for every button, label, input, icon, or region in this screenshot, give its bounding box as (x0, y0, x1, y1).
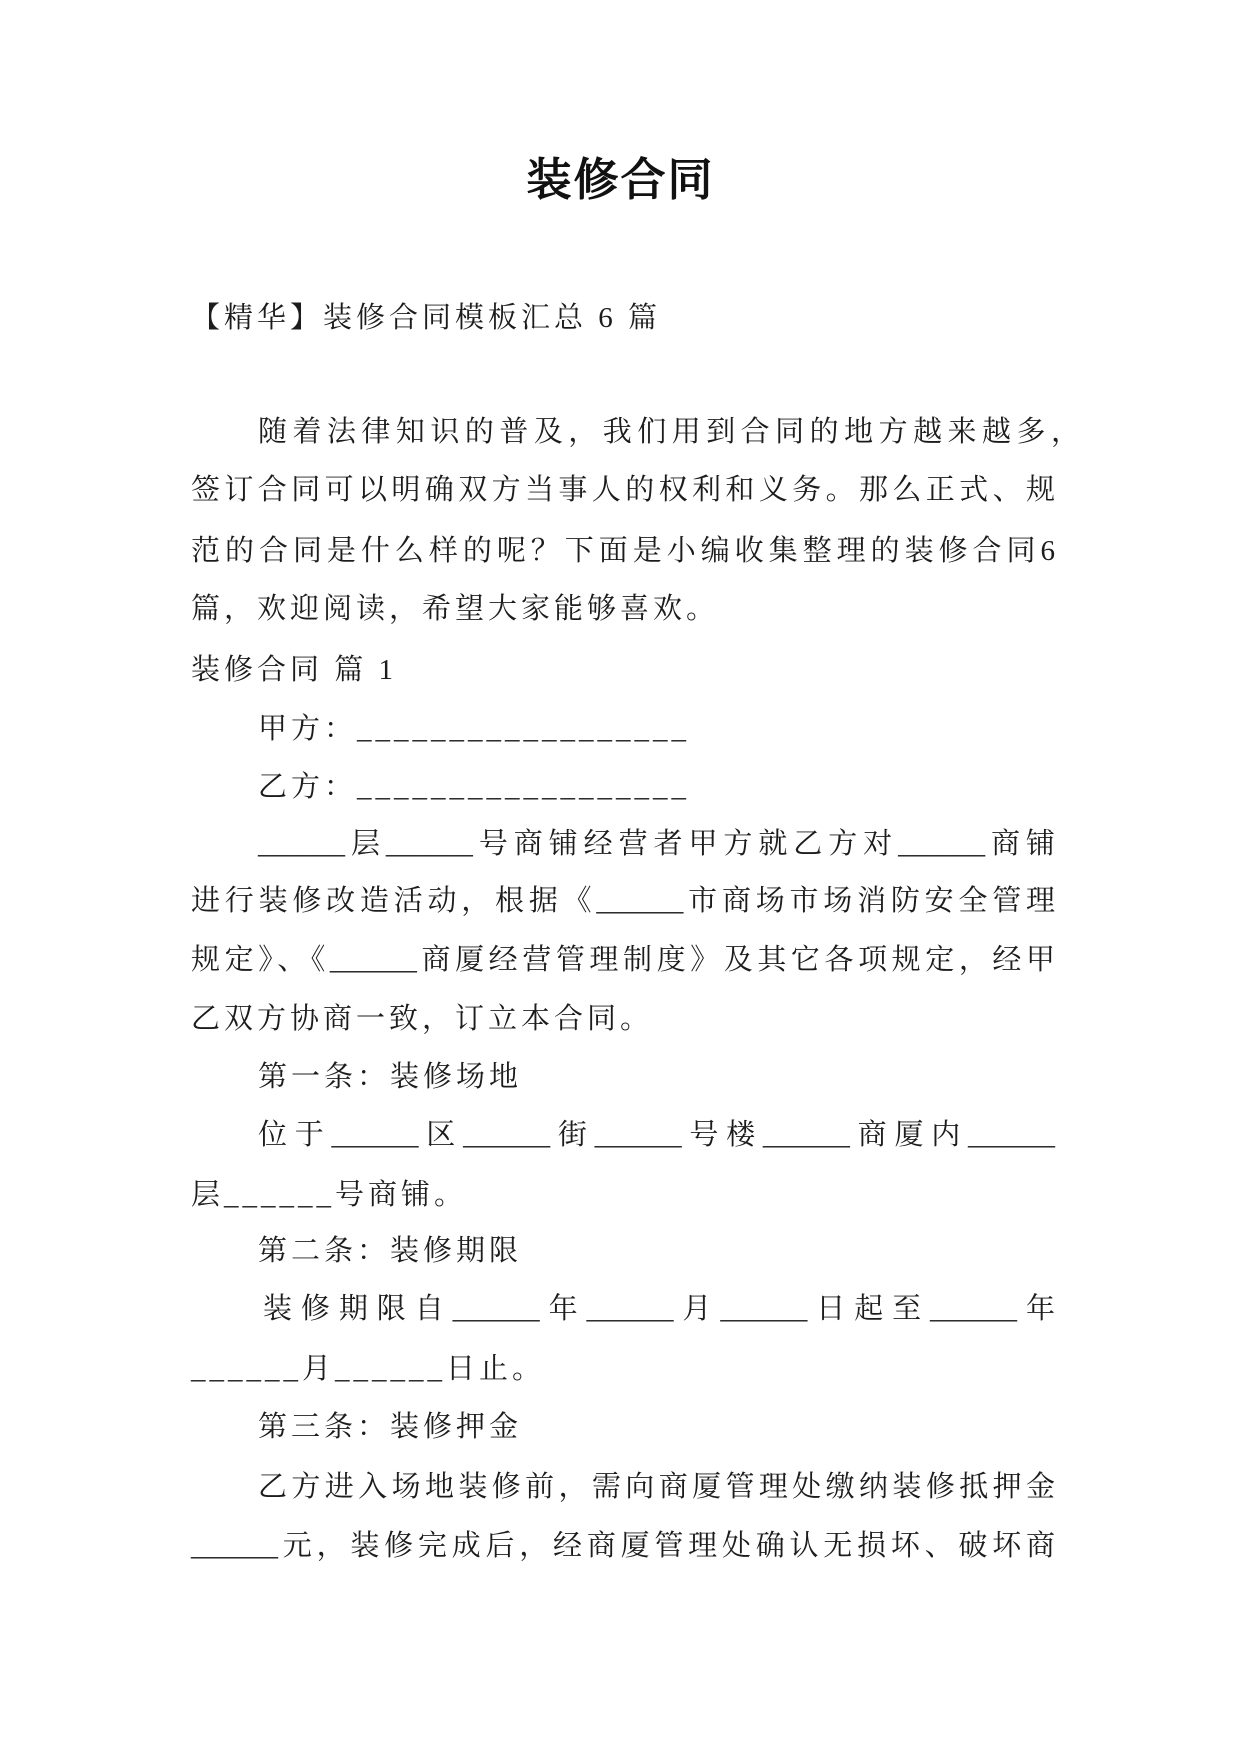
intro-line: 篇，欢迎阅读，希望大家能够喜欢。 (191, 593, 720, 625)
clause-1-line: 位于______区______街______号楼______商厦内______ (258, 1119, 1055, 1151)
section-heading: 装修合同 篇 1 (191, 654, 398, 686)
party-a-field: 甲方：__________________ (258, 713, 691, 745)
party-b-field: 乙方：__________________ (258, 771, 691, 803)
intro-line: 签订合同可以明确双方当事人的权利和义务。那么正式、规 (191, 474, 1055, 506)
document-title: 装修合同 (526, 155, 715, 205)
clause-2-line: 装修期限自______年______月______日起至______年 (263, 1293, 1055, 1325)
document-subtitle: 【精华】装修合同模板汇总 6 篇 (191, 302, 662, 334)
clause-2-heading: 第二条：装修期限 (258, 1235, 523, 1267)
clause-1-heading: 第一条：装修场地 (258, 1061, 523, 1093)
clause-3-line: ______元，装修完成后，经商厦管理处确认无损坏、破坏商 (191, 1530, 1055, 1562)
intro-line: 随着法律知识的普及，我们用到合同的地方越来越多， (258, 416, 1080, 448)
clause-1-line: 层______号商铺。 (191, 1179, 468, 1211)
preamble-line: 乙双方协商一致，订立本合同。 (191, 1003, 654, 1035)
clause-3-heading: 第三条：装修押金 (258, 1411, 523, 1443)
clause-3-line: 乙方进入场地装修前，需向商厦管理处缴纳装修抵押金 (258, 1471, 1055, 1503)
preamble-line: 进行装修改造活动，根据《______市商场市场消防安全管理 (191, 885, 1055, 917)
intro-line: 范的合同是什么样的呢？下面是小编收集整理的装修合同6 (191, 535, 1055, 567)
preamble-line: ______层______号商铺经营者甲方就乙方对______商铺 (258, 828, 1055, 860)
preamble-line: 规定》、《______商厦经营管理制度》及其它各项规定，经甲 (191, 944, 1055, 976)
clause-2-line: ______月______日止。 (191, 1353, 546, 1385)
